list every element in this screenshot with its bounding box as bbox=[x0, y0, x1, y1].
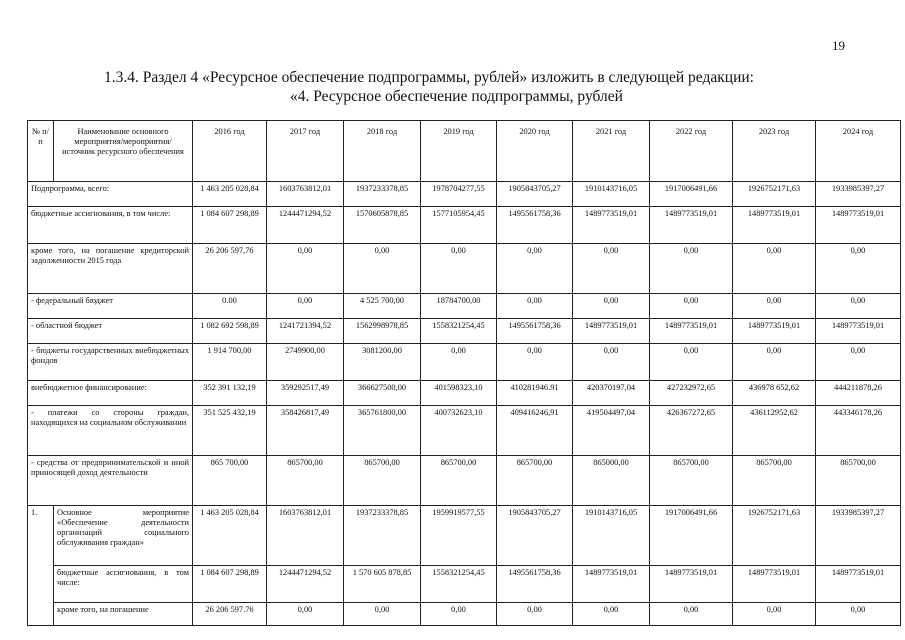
value-cell: 1489773519,01 bbox=[573, 319, 650, 344]
header-year: 2019 год bbox=[421, 121, 497, 182]
value-cell: 1926752171,63 bbox=[733, 506, 816, 566]
row-label: бюджетные ассигнования, в том числе: bbox=[28, 207, 193, 244]
row-label: кроме того, на погашение кредиторской задолженности 2015 года bbox=[28, 244, 193, 294]
value-cell: 0,00 bbox=[497, 344, 573, 381]
value-cell: 1495561758,36 bbox=[497, 207, 573, 244]
value-cell: 1489773519,01 bbox=[650, 566, 733, 603]
value-cell: 1241721394,52 bbox=[267, 319, 344, 344]
value-cell: 420370197,04 bbox=[573, 381, 650, 406]
value-cell: 1933985397,27 bbox=[816, 182, 901, 207]
value-cell: 1937233378,85 bbox=[344, 182, 421, 207]
value-cell: 865700,00 bbox=[650, 456, 733, 506]
value-cell: 1 084 607 298,89 bbox=[193, 207, 267, 244]
header-year: 2016 год bbox=[193, 121, 267, 182]
value-cell: 358426817,49 bbox=[267, 406, 344, 456]
value-cell: 0,00 bbox=[421, 344, 497, 381]
value-cell: 1905843705,27 bbox=[497, 506, 573, 566]
value-cell: 0.00 bbox=[193, 294, 267, 319]
value-cell: 427232972,65 bbox=[650, 381, 733, 406]
page-number: 19 bbox=[832, 38, 845, 53]
header-year: 2018 год bbox=[344, 121, 421, 182]
table-row bbox=[28, 294, 901, 319]
section-subheading: «4. Ресурсное обеспечение подпрограммы, рублей bbox=[290, 88, 623, 105]
value-cell: 0,00 bbox=[733, 344, 816, 381]
value-cell: 359292517,49 bbox=[267, 381, 344, 406]
value-cell: 1 463 205 028,84 bbox=[193, 506, 267, 566]
value-cell: 1905843705,27 bbox=[497, 182, 573, 207]
value-cell: 1562998978,85 bbox=[344, 319, 421, 344]
value-cell: 1489773519,01 bbox=[650, 319, 733, 344]
value-cell: 0,00 bbox=[816, 244, 901, 294]
row-label: Основное мероприятие «Обеспечение деятельности организаций социального обслуживания граждан» bbox=[54, 506, 193, 566]
header-year: 2017 год bbox=[267, 121, 344, 182]
table-row bbox=[28, 603, 901, 626]
value-cell: 444211878,26 bbox=[816, 381, 901, 406]
value-cell: 1 084 607 298,89 bbox=[193, 566, 267, 603]
table-row bbox=[28, 207, 901, 244]
value-cell: 865700,00 bbox=[816, 456, 901, 506]
value-cell: 1489773519,01 bbox=[573, 566, 650, 603]
value-cell: 18784700,00 bbox=[421, 294, 497, 319]
value-cell: 0,00 bbox=[421, 244, 497, 294]
value-cell: 865700,00 bbox=[344, 456, 421, 506]
value-cell: 865700,00 bbox=[497, 456, 573, 506]
row-label: кроме того, на погашение bbox=[54, 603, 193, 626]
value-cell: 0,00 bbox=[650, 603, 733, 626]
table-row bbox=[28, 244, 901, 294]
value-cell: 1558321254,45 bbox=[421, 319, 497, 344]
section-heading: 1.3.4. Раздел 4 «Ресурсное обеспечение подпрограммы, рублей» изложить в следующей редакции: bbox=[104, 69, 754, 86]
row-index: 1. bbox=[28, 506, 54, 626]
table-row bbox=[28, 456, 901, 506]
value-cell: 1489773519,01 bbox=[816, 319, 901, 344]
table-row bbox=[28, 506, 901, 566]
value-cell: 1603763812,01 bbox=[267, 506, 344, 566]
header-name: Наименование основного мероприятия/мероприятия/ источник ресурсного обеспечения bbox=[54, 121, 193, 182]
value-cell: 0,00 bbox=[733, 244, 816, 294]
row-label: - областной бюджет bbox=[28, 319, 193, 344]
value-cell: 366627500,00 bbox=[344, 381, 421, 406]
value-cell: 0,00 bbox=[573, 603, 650, 626]
value-cell: 3081200,00 bbox=[344, 344, 421, 381]
value-cell: 0,00 bbox=[267, 244, 344, 294]
value-cell: 351 525 432,19 bbox=[193, 406, 267, 456]
value-cell: 1978704277,55 bbox=[421, 182, 497, 207]
value-cell: 0,00 bbox=[344, 244, 421, 294]
value-cell: 0,00 bbox=[573, 294, 650, 319]
value-cell: 1 082 692 598,89 bbox=[193, 319, 267, 344]
value-cell: 1 914 700,00 bbox=[193, 344, 267, 381]
value-cell: 1558321254,45 bbox=[421, 566, 497, 603]
value-cell: 1570605878,85 bbox=[344, 207, 421, 244]
value-cell: 365761800,00 bbox=[344, 406, 421, 456]
value-cell: 865700,00 bbox=[733, 456, 816, 506]
value-cell: 1489773519,01 bbox=[733, 319, 816, 344]
value-cell: 1489773519,01 bbox=[816, 566, 901, 603]
value-cell: 1959919577,55 bbox=[421, 506, 497, 566]
header-year: 2020 год bbox=[497, 121, 573, 182]
value-cell: 1937233378,85 bbox=[344, 506, 421, 566]
table-row bbox=[28, 406, 901, 456]
value-cell: 0,00 bbox=[497, 603, 573, 626]
value-cell: 1603763812,01 bbox=[267, 182, 344, 207]
value-cell: 0,00 bbox=[650, 294, 733, 319]
value-cell: 0,00 bbox=[267, 294, 344, 319]
value-cell: 0,00 bbox=[816, 294, 901, 319]
row-label: - платежи со стороны граждан, находящихся на социальном обслуживании bbox=[28, 406, 193, 456]
value-cell: 1489773519,01 bbox=[816, 207, 901, 244]
value-cell: 1495561758,36 bbox=[497, 566, 573, 603]
value-cell: 0,00 bbox=[497, 294, 573, 319]
value-cell: 0,00 bbox=[497, 244, 573, 294]
value-cell: 0,00 bbox=[816, 344, 901, 381]
row-label: - бюджеты государственных внебюджетных фондов bbox=[28, 344, 193, 381]
row-label: внебюджетное финансирование: bbox=[28, 381, 193, 406]
value-cell: 1244471294,52 bbox=[267, 566, 344, 603]
value-cell: 0,00 bbox=[733, 294, 816, 319]
value-cell: 1910143716,05 bbox=[573, 182, 650, 207]
value-cell: 1917006491,66 bbox=[650, 182, 733, 207]
value-cell: 1489773519,01 bbox=[573, 207, 650, 244]
value-cell: 410281946.91 bbox=[497, 381, 573, 406]
value-cell: 419504497,04 bbox=[573, 406, 650, 456]
value-cell: 1495561758,36 bbox=[497, 319, 573, 344]
value-cell: 436978 652,62 bbox=[733, 381, 816, 406]
value-cell: 4 525 700,00 bbox=[344, 294, 421, 319]
value-cell: 1489773519,01 bbox=[733, 566, 816, 603]
value-cell: 1489773519,01 bbox=[650, 207, 733, 244]
value-cell: 865700,00 bbox=[421, 456, 497, 506]
value-cell: 1 463 205 028,84 bbox=[193, 182, 267, 207]
header-year: 2024 год bbox=[816, 121, 901, 182]
header-row bbox=[28, 121, 901, 182]
value-cell: 0,00 bbox=[816, 603, 901, 626]
row-label: - средства от предпринимательской и иной приносящей доход деятельности bbox=[28, 456, 193, 506]
row-label: бюджетные ассигнования, в том числе: bbox=[54, 566, 193, 603]
header-num: № п/п bbox=[28, 121, 54, 182]
value-cell: 0,00 bbox=[650, 244, 733, 294]
header-year: 2021 год bbox=[573, 121, 650, 182]
value-cell: 400732623,10 bbox=[421, 406, 497, 456]
value-cell: 1910143716,05 bbox=[573, 506, 650, 566]
value-cell: 401598323,10 bbox=[421, 381, 497, 406]
value-cell: 1489773519,01 bbox=[733, 207, 816, 244]
value-cell: 352 391 132,19 bbox=[193, 381, 267, 406]
value-cell: 865700,00 bbox=[267, 456, 344, 506]
value-cell: 426367272,65 bbox=[650, 406, 733, 456]
value-cell: 2749900,00 bbox=[267, 344, 344, 381]
value-cell: 436112952,62 bbox=[733, 406, 816, 456]
value-cell: 0,00 bbox=[267, 603, 344, 626]
table-row bbox=[28, 566, 901, 603]
value-cell: 0,00 bbox=[573, 344, 650, 381]
table-row bbox=[28, 319, 901, 344]
value-cell: 409416246,91 bbox=[497, 406, 573, 456]
table-row bbox=[28, 381, 901, 406]
value-cell: 0,00 bbox=[650, 344, 733, 381]
value-cell: 0,00 bbox=[421, 603, 497, 626]
row-label: - федеральный бюджет bbox=[28, 294, 193, 319]
value-cell: 1 570 605 878,85 bbox=[344, 566, 421, 603]
value-cell: 1926752171,63 bbox=[733, 182, 816, 207]
value-cell: 865000,00 bbox=[573, 456, 650, 506]
value-cell: 26 206 597,76 bbox=[193, 244, 267, 294]
value-cell: 0,00 bbox=[733, 603, 816, 626]
value-cell: 1244471294,52 bbox=[267, 207, 344, 244]
value-cell: 865 700,00 bbox=[193, 456, 267, 506]
value-cell: 26 206 597.76 bbox=[193, 603, 267, 626]
resource-table bbox=[27, 120, 901, 626]
value-cell: 443346178,26 bbox=[816, 406, 901, 456]
header-year: 2022 год bbox=[650, 121, 733, 182]
value-cell: 1917006491,66 bbox=[650, 506, 733, 566]
value-cell: 0,00 bbox=[573, 244, 650, 294]
table-row bbox=[28, 344, 901, 381]
row-label: Подпрограмма, всего: bbox=[28, 182, 193, 207]
value-cell: 1577105954,45 bbox=[421, 207, 497, 244]
value-cell: 1933985397,27 bbox=[816, 506, 901, 566]
value-cell: 0,00 bbox=[344, 603, 421, 626]
header-year: 2023 год bbox=[733, 121, 816, 182]
table-row bbox=[28, 182, 901, 207]
